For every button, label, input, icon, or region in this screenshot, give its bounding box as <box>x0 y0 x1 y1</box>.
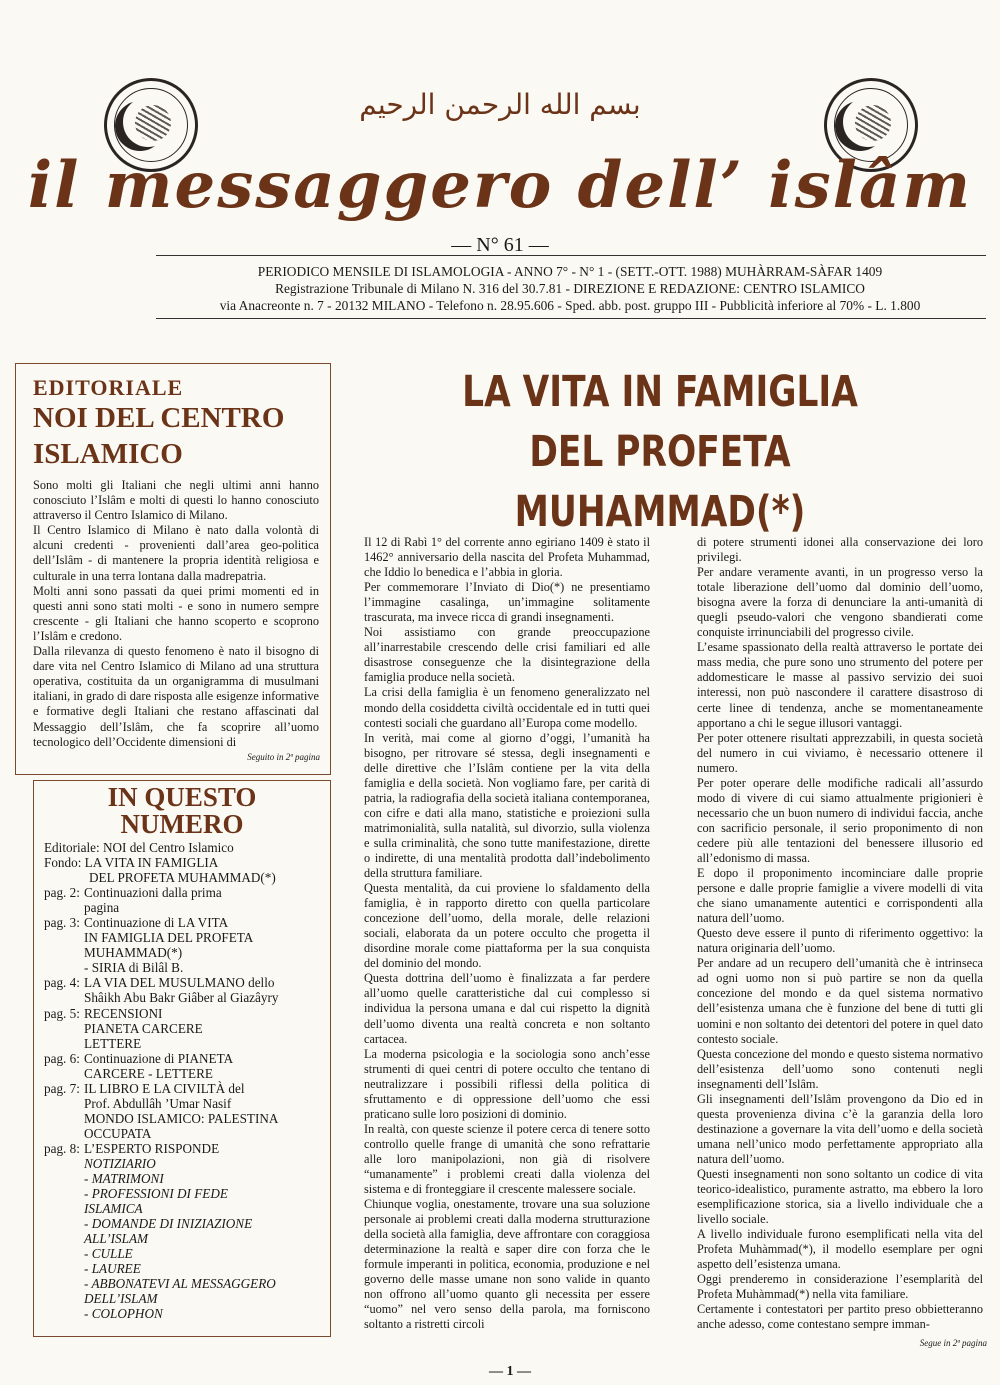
contents-item <box>44 1171 329 1186</box>
contents-item <box>44 1246 329 1261</box>
contents-item-text: - PROFESSIONI DI FEDE <box>84 1186 228 1202</box>
contents-item-text: NOTIZIARIO <box>84 1155 156 1171</box>
contents-item-text: Prof. Abdullâh ’Umar Nasif <box>84 1095 232 1111</box>
contents-item-text: IN FAMIGLIA DEL PROFETA <box>84 930 254 946</box>
contents-list <box>44 840 329 1322</box>
contents-item <box>44 1141 329 1156</box>
contents-item-text: PIANETA CARCERE <box>84 1020 203 1036</box>
article-paragraph: Per poter operare delle modifiche radicali all’assurdo modo di vivere di cui siamo attualmente prigionieri è necessario che un buon numero di individui faccia, anche con sacrificio personale, il serio proponimento di non cedere più alle tentazioni del benessere illusorio ed all’edonismo di massa. <box>697 775 983 865</box>
contents-item-text: - DOMANDE DI INIZIAZIONE <box>84 1216 253 1232</box>
editorial-title-line: NOI DEL CENTRO <box>33 402 285 434</box>
editorial-body <box>33 478 319 750</box>
contents-item <box>44 1021 329 1036</box>
pub-line: PERIODICO MENSILE DI ISLAMOLOGIA - ANNO 7° - N° 1 - (SETT.-OTT. 1988) MUHÀRRAM-SÀFAR 1409 <box>257 264 883 279</box>
contents-item-text: Continuazione di PIANETA <box>84 1050 234 1066</box>
article-headline <box>396 362 924 542</box>
basmala-calligraphy: بسم الله الرحمن الرحيم <box>359 88 641 121</box>
article-paragraph: In verità, mai come al giorno d’oggi, l’umanità ha bisogno, per ritrovare sé stessa, degli insegnamenti e delle direttive che l’Islâm contiene per la vita della famiglia e della società. Non vogliamo fare, per carità di patria, la radiografia della società italiana contemporanea, con cifre e dati alla mano, statistiche e proiezioni sulla matrimonialità, sulla natalità, sul divorzio, sulla violenza e sulla criminalità, che sono tutte manifestazione, dirette o indirette, di una mentalità prodotta dall’indebolimento della struttura familiare. <box>364 730 650 881</box>
contents-item <box>44 960 329 975</box>
article-paragraph: Chiunque voglia, onestamente, trovare una sua soluzione personale ai problemi creati dalla moderna strutturazione della società alla famiglia, deve affrontare con coraggiosa determinazione la realtà e saper dire con forza che le formule imperanti in politica, economia, produzione e nel governo delle masse umane non sono valide in quanto non offrono all’uomo quanto gli necessita per essere “uomo” nel vero senso della parola, ma forniscono soltanto a ristretti circoli <box>364 1197 650 1332</box>
editorial-label: EDITORIALE <box>33 375 184 400</box>
contents-item <box>44 1126 329 1141</box>
contents-item <box>44 1111 329 1126</box>
editorial-continued-note: Seguito in 2ª pagina <box>247 752 320 762</box>
contents-item <box>44 1156 329 1171</box>
contents-item <box>44 975 329 990</box>
contents-item-page: pag. 7: <box>44 1080 80 1096</box>
contents-item-text: ALL’ISLAM <box>84 1231 148 1247</box>
contents-item-text: Editoriale: NOI del Centro Islamico <box>44 840 234 855</box>
article-paragraph: Questo deve essere il punto di riferimento oggettivo: la natura originaria dell’uomo. <box>697 926 983 956</box>
headline-line: LA VITA IN FAMIGLIA <box>462 367 858 417</box>
contents-item-text: MONDO ISLAMICO: PALESTINA <box>84 1110 279 1126</box>
contents-item-text: LETTERE <box>84 1035 142 1051</box>
contents-item-text: - COLOPHON <box>84 1306 163 1322</box>
editorial-paragraph: Sono molti gli Italiani che negli ultimi anni hanno conosciuto l’Islâm e molti di questi lo hanno conosciuto attraverso il Centro Islamico di Milano. <box>33 478 319 523</box>
contents-item <box>44 885 329 900</box>
contents-item <box>44 1291 329 1306</box>
pub-line: Registrazione Tribunale di Milano N. 316 del 30.7.81 - DIREZIONE E REDAZIONE: CENTRO ISLAMICO <box>275 281 865 296</box>
article-paragraph: Noi assistiamo con grande preoccupazione all’inarrestabile crescendo delle crisi familiari ed alle disastrose conseguenze che la disintegrazione della famiglia produce nella società. <box>364 625 650 685</box>
contents-title-line: IN QUESTO <box>107 782 257 812</box>
contents-item <box>44 1051 329 1066</box>
page-number: — 1 — <box>489 1364 531 1379</box>
contents-item-text: RECENSIONI <box>84 1005 163 1021</box>
contents-item <box>44 900 329 915</box>
article-paragraph: La crisi della famiglia è un fenomeno generalizzato nel mondo della cosiddetta civiltà occidentale ed in tutti quei contesti sociali che guardano all’Europa come modello. <box>364 685 650 730</box>
contents-item-page: pag. 6: <box>44 1050 80 1066</box>
pub-line: via Anacreonte n. 7 - 20132 MILANO - Telefono n. 28.95.606 - Sped. abb. post. gruppo III - Pubblicità inferiore al 70% - L. 1.800 <box>219 298 921 313</box>
article-paragraph: Oggi prenderemo in considerazione l’esemplarità del Profeta Muhàmmad(*) nella vita familiare. <box>697 1272 983 1302</box>
contents-item <box>44 990 329 1005</box>
article-paragraph: Questa mentalità, da cui proviene lo sfaldamento della famiglia, è in rapporto diretto con quella particolare concezione dell’uomo, della morale, delle relazioni sociali, elaborata da un potere occulto che progetta il disordine morale come piattaforma per la sua conquista del dominio del mondo. <box>364 881 650 971</box>
contents-item-text: DEL PROFETA MUHAMMAD(*) <box>89 870 276 886</box>
contents-item <box>44 855 329 870</box>
contents-item <box>44 945 329 960</box>
contents-title <box>33 784 331 838</box>
header-rule-bottom <box>156 318 986 319</box>
contents-item <box>44 1066 329 1081</box>
article-paragraph: Gli insegnamenti dell’Islâm provengono da Dio ed in questa provenienza divina c’è la garanzia della loro destinazione a governare la vita dell’uomo e della società umana nell’unico modo perfettamente appropriato alla natura dell’uomo. <box>697 1091 983 1166</box>
contents-item-text: - CULLE <box>84 1246 133 1262</box>
masthead-title: il messaggero dell’ islâm <box>27 148 973 223</box>
headline-line: DEL PROFETA <box>529 427 791 477</box>
article-paragraph: di potere strumenti idonei alla conservazione dei loro privilegi. <box>697 535 983 565</box>
article-paragraph: Questa concezione del mondo e questo sistema normativo dell’esistenza dell’uomo sono contenuti negli insegnamenti dell’Islâm. <box>697 1046 983 1091</box>
contents-item-text: - MATRIMONI <box>84 1171 164 1187</box>
publication-info <box>150 263 990 314</box>
contents-item <box>44 1276 329 1291</box>
contents-item-page: pag. 8: <box>44 1140 80 1156</box>
contents-item-page: pag. 4: <box>44 975 80 991</box>
editorial-paragraph: Il Centro Islamico di Milano è nato dalla volontà di alcuni credenti - provenienti dall’area geo-politica dell’Islâm - di mantenere la propria identità religiosa e culturale in una terra lontana dalla madrepatria. <box>33 523 319 583</box>
contents-item-text: IL LIBRO E LA CIVILTÀ del <box>84 1080 245 1096</box>
article-paragraph: Il 12 di Rabì 1° del corrente anno egiriano 1409 è stato il 1462° anniversario della nascita del Profeta Muhammad, che Iddio lo benedica e l’abbia in gloria. <box>364 535 650 580</box>
editorial-title-line: ISLAMICO <box>33 438 183 470</box>
article-paragraph: E dopo il proponimento incominciare dalle proprie persone e dalle proprie famiglie a vivere modelli di vita che siano umanamente autentici e corrispondenti alla natura dell’uomo. <box>697 866 983 926</box>
contents-item-text: CARCERE - LETTERE <box>84 1065 213 1081</box>
contents-item <box>44 840 329 855</box>
contents-item-text: L’ESPERTO RISPONDE <box>84 1140 220 1156</box>
editorial-paragraph: Molti anni sono passati da quei primi momenti ed in questi anni sono stati molti - e sono in numero sempre crescente - gli Italiani che hanno scoperto e scoprono l’Islâm e credono. <box>33 583 319 643</box>
article-paragraph: Per poter ottenere risultati apprezzabili, in questa società del numero in cui viviamo, è necessario ottenere il numero. <box>697 730 983 775</box>
header-rule-top <box>156 255 986 256</box>
contents-item <box>44 1036 329 1051</box>
contents-item-page: pag. 5: <box>44 1005 80 1021</box>
article-paragraph: Per andare veramente avanti, in un progresso verso la totale liberazione dell’uomo dal dominio dell’uomo, bisogna avere la forza di denunciare la anti-umanità di quegli pseudo-valori che vengono sbandierati come conquiste irrinunciabili del progresso civile. <box>697 565 983 640</box>
article-paragraph: Questa dottrina dell’uomo è finalizzata a far perdere all’uomo quelle caratteristiche dal cui complesso si individua la persona umana e dal cui rispetto la dignità dell’uomo diventa una realtà concreta e non soltanto cartacea. <box>364 971 650 1046</box>
article-paragraph: In realtà, con queste scienze il potere cerca di tenere sotto controllo quelle frange di umanità che sono refrattarie alle loro manipolazioni, non già di risolvere “umanamente” i problemi creati dalla violenza del sistema e di fronteggiare il crescente malessere sociale. <box>364 1121 650 1197</box>
editorial-title <box>33 400 323 472</box>
contents-item-page: pag. 2: <box>44 885 80 901</box>
contents-item <box>44 1096 329 1111</box>
contents-item <box>44 915 329 930</box>
contents-item <box>44 1261 329 1276</box>
contents-item-text: Shâikh Abu Bakr Giâber al Giazâyry <box>84 990 279 1006</box>
article-paragraph: La moderna psicologia e la sociologia sono anch’esse strumenti di quei centri di potere occulto che tentano di neutralizzare i possibili riflessi della politica di sfruttamento e di oppressione dell’uomo che essi praticano sulle loro posizioni di dominio. <box>364 1046 650 1121</box>
contents-item-text: OCCUPATA <box>84 1125 152 1141</box>
contents-item <box>44 1006 329 1021</box>
contents-item-text: DELL’ISLAM <box>84 1291 158 1307</box>
article-paragraph: Certamente i contestatori per partito preso obbietteranno anche adesso, come contestano sempre imman- <box>697 1302 983 1332</box>
contents-item <box>44 1231 329 1246</box>
contents-item <box>44 1306 329 1321</box>
contents-item-text: - ABBONATEVI AL MESSAGGERO <box>84 1276 276 1292</box>
contents-item <box>44 930 329 945</box>
headline-line: MUHAMMAD(*) <box>514 487 806 537</box>
contents-item-text: - LAUREE <box>84 1261 141 1277</box>
contents-item <box>44 1081 329 1096</box>
contents-item-page: pag. 3: <box>44 915 80 931</box>
editorial-paragraph: Dalla rilevanza di questo fenomeno è nato il bisogno di dare vita nel Centro Islamico di Milano ad una struttura operativa, costituita da un organigramma di musulmani italiani, in grado di dare risposta alle esigenze informative e formative degli Italiani che restano affascinati dal Messaggio dell’Islâm, che fa scoprire all’uomo tecnologico dell’Occidente dimensioni di <box>33 644 319 749</box>
contents-item-text: pagina <box>84 900 120 916</box>
contents-item-text: Fondo: LA VITA IN FAMIGLIA <box>44 855 219 871</box>
issue-number: — N° 61 — <box>451 234 549 256</box>
contents-item-text: LA VIA DEL MUSULMANO dello <box>84 975 275 991</box>
contents-item <box>44 1186 329 1201</box>
contents-item <box>44 1201 329 1216</box>
contents-item <box>44 1216 329 1231</box>
contents-item-text: Continuazioni dalla prima <box>84 885 222 901</box>
contents-item-text: ISLAMICA <box>84 1201 143 1217</box>
article-paragraph: Questi insegnamenti non sono soltanto un codice di vita teorico-idealistico, puramente astratto, ma ebbero la loro esemplificazione storica, sia a livello individuale che a livello sociale. <box>697 1166 983 1227</box>
article-paragraph: L’esame spassionato della realtà attraverso le portate dei mass media, che pure sono uno strumento del potere per addomesticare le masse al passivo servizio dei suoi interessi, non può nascondere il carattere disastroso di certe linee di tendenza, anche se momentaneamente apportano a chi le segue illusori vantaggi. <box>697 640 983 730</box>
contents-item <box>44 870 329 885</box>
article-paragraph: A livello individuale furono esemplificati nella vita del Profeta Muhàmmad(*), il modello esemplare per ogni aspetto dell’esistenza umana. <box>697 1227 983 1272</box>
contents-item-text: MUHAMMAD(*) <box>84 945 183 961</box>
article-continued-note: Segue in 2ª pagina <box>919 1338 987 1348</box>
contents-item-text: Continuazione di LA VITA <box>84 915 229 931</box>
article-paragraph: Per commemorare l’Inviato di Dio(*) ne presentiamo l’immagine casalinga, un’immagine solitamente trascurata, ma invece ricca di grandi insegnamenti. <box>364 580 650 625</box>
contents-title-line: NUMERO <box>120 809 244 839</box>
article-paragraph: Per andare ad un recupero dell’umanità che è intrinseca ad ogni uomo non si può partire se non da quella concezione del mondo e da quel sistema normativo dell’esistenza umana che è funzione del bene di tutti gli uomini e non soltanto dei detentori del potere in quel dato contesto sociale. <box>697 956 983 1046</box>
article-column-2 <box>697 535 983 1332</box>
contents-item-text: - SIRIA di Bilâl B. <box>84 960 184 976</box>
article-column-1 <box>364 535 650 1332</box>
